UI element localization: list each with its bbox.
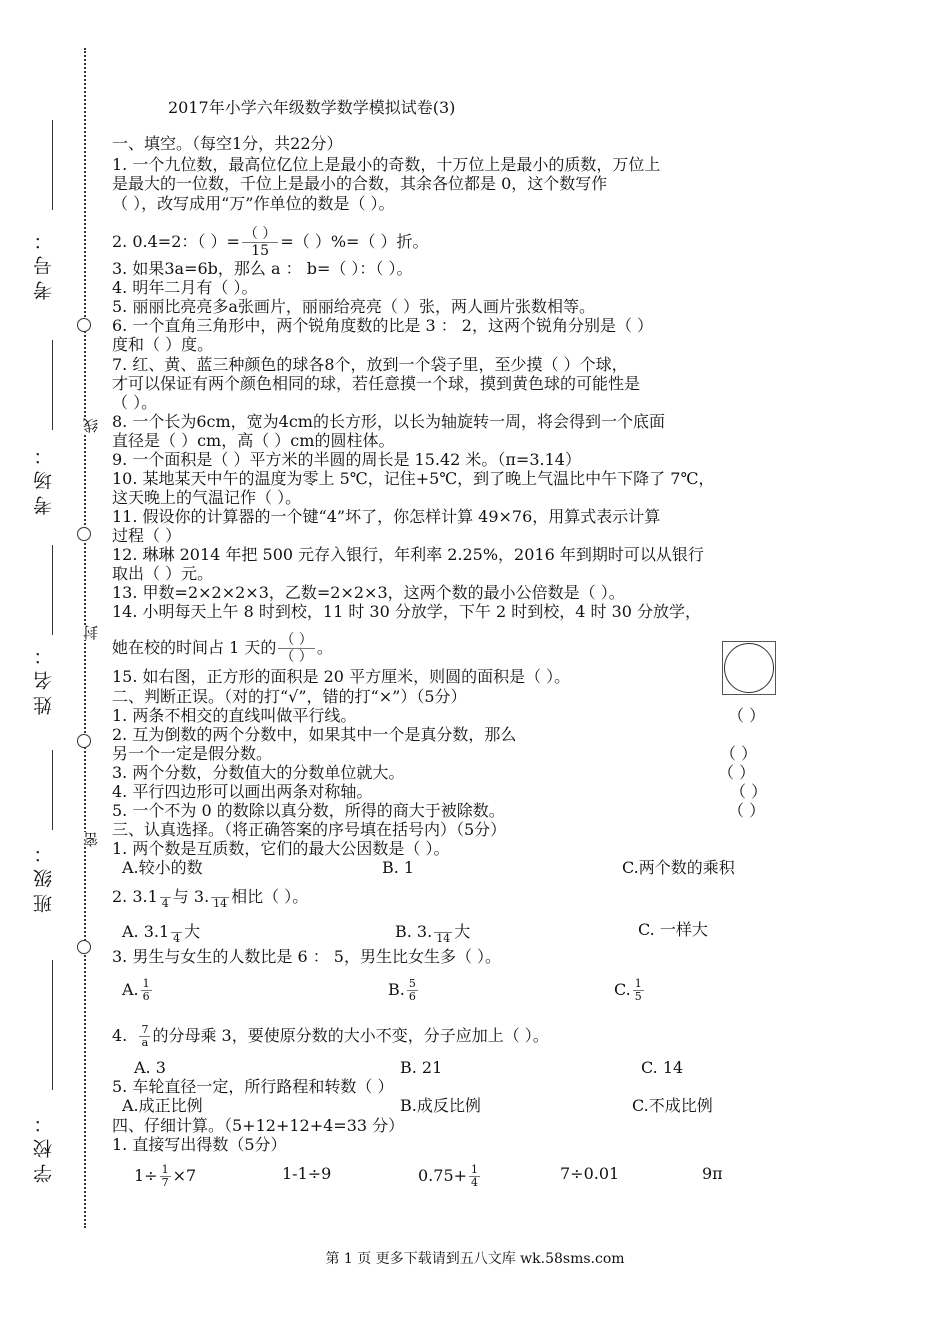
q14-line2 (112, 632, 333, 665)
judge-item-5: 5. 一个不为 0 的数除以真分数，所得的商大于被除数。 (112, 801, 505, 820)
q2-part1: 2. 0.4=2：（ ）= (112, 232, 240, 251)
section1-heading: 一、填空。（每空1分，共22分） (112, 134, 343, 153)
frac-numerator: 1 (161, 1163, 169, 1176)
margin-underline (52, 750, 53, 830)
q12-line2: 取出（ ）元。 (112, 564, 214, 583)
margin-label-class: 班级： (33, 838, 55, 913)
judge-item-2a: 2. 互为倒数的两个分数中，如果其中一个是真分数，那么 (112, 725, 517, 744)
frac-denominator: 14 (213, 897, 228, 910)
frac-numerator: 1 (634, 977, 642, 990)
frac-numerator: （ ） (243, 226, 277, 242)
frac-denominator: 4 (173, 932, 181, 945)
margin-label-exam-number: 考号： (33, 225, 55, 300)
choice-q5: 5. 车轮直径一定，所行路程和转数（ ） (112, 1077, 394, 1096)
choice-q2-opt-c: C. 一样大 (638, 920, 708, 939)
calc-3-fraction (469, 1164, 480, 1189)
q10-line1: 10. 某地某天中午的温度为零上 5℃，记住+5℃，到了晚上气温比中午下降了 7℃， (112, 469, 715, 488)
q11-line1: 11. 假设你的计算器的一个键“4”坏了，你怎样计算 49×76，用算式表示计算 (112, 507, 661, 526)
q4-fraction (139, 1024, 150, 1049)
choice-q1-opt-a: A.较小的数 (122, 858, 203, 877)
opt-a-fraction (141, 978, 152, 1003)
opt-a-fraction (171, 920, 182, 945)
judge-paren-4: （ ） (730, 782, 768, 801)
section4-sub1: 1. 直接写出得数（5分） (112, 1135, 287, 1154)
judge-paren-5: （ ） (728, 801, 766, 820)
page-footer: 第 1 页 更多下载请到五八文库 wk.58sms.com (325, 1251, 625, 1267)
q2-fraction-2 (211, 885, 229, 910)
q6-line2: 度和（ ）度。 (112, 335, 214, 354)
choice-q2-opt-b (395, 920, 470, 945)
q12-line1: 12. 琳琳 2014 年把 500 元存入银行，年利率 2.25%，2016 年到期时可以从银行 (112, 545, 704, 564)
frac-denominator: a (141, 1036, 149, 1049)
choice-q1-opt-c: C.两个数的乘积 (622, 858, 735, 877)
section3-heading: 三、认真选择。（将正确答案的序号填在括号内）（5分） (112, 820, 507, 839)
frac-denominator: 5 (634, 990, 642, 1003)
q4-line: 4. 明年二月有（ ）。 (112, 278, 258, 297)
q2-fraction-1 (160, 885, 171, 910)
opt-a-label: A. (122, 980, 139, 999)
choice-q3-opt-a (122, 978, 154, 1003)
frac-numerator: 7 (141, 1023, 149, 1036)
choice-q2 (112, 885, 308, 910)
inscribed-circle (724, 643, 774, 693)
q5-line: 5. 丽丽比亮亮多a张画片，丽丽给亮亮（ ）张，两人画片张数相等。 (112, 297, 595, 316)
frac-denominator: 6 (142, 990, 150, 1003)
calc-3-pre: 0.75+ (418, 1166, 468, 1185)
margin-underline (52, 960, 53, 1090)
frac-numerator: （ ） (280, 632, 313, 648)
binding-circle (77, 940, 91, 954)
judge-paren-3: （ ） (718, 763, 756, 782)
seal-word-feng: 封 (82, 625, 100, 640)
calc-1-pre: 1÷ (134, 1166, 158, 1185)
choice-q4 (112, 1024, 549, 1049)
q4-text: 的分母乘 3，要使原分数的大小不变，分子应加上（ ）。 (152, 1026, 549, 1045)
margin-underline (52, 545, 53, 635)
q14-end: 。 (316, 638, 333, 657)
q7-line1: 7. 红、黄、蓝三种颜色的球各8个，放到一个袋子里，至少摸（ ）个球， (112, 355, 628, 374)
margin-label-exam-room: 考场： (33, 440, 55, 515)
q2-line (112, 226, 429, 259)
opt-b-label: B. (388, 980, 405, 999)
calc-1-fraction (160, 1164, 171, 1189)
q2-text-pre: 2. 3.1 (112, 887, 158, 906)
q15-line: 15. 如右图，正方形的面积是 20 平方厘米，则圆的面积是（ ）。 (112, 667, 571, 686)
frac-denominator: 4 (161, 897, 169, 910)
exam-title: 2017年小学六年级数学数学模拟试卷(3) (168, 98, 456, 117)
calc-item-1 (134, 1164, 196, 1189)
q1-line1: 1. 一个九位数，最高位亿位上是最小的奇数，十万位上是最小的质数，万位上 (112, 155, 661, 174)
frac-denominator: 4 (471, 1176, 479, 1189)
margin-label-name: 姓名： (33, 640, 55, 715)
calc-item-4: 7÷0.01 (560, 1164, 620, 1183)
calc-item-3 (418, 1164, 482, 1189)
opt-a-suffix: 大 (184, 922, 201, 941)
q2-part2: =（ ）%=（ ）折。 (280, 232, 429, 251)
choice-q4-opt-b: B. 21 (400, 1058, 443, 1077)
q7-line2: 才可以保证有两个颜色相同的球，若任意摸一个球，摸到黄色球的可能性是 (112, 374, 641, 393)
q13-line: 13. 甲数=2×2×2×3，乙数=2×2×3，这两个数的最小公倍数是（ ）。 (112, 583, 625, 602)
q9-line: 9. 一个面积是（ ）平方米的半圆的周长是 15.42 米。（π=3.14） (112, 450, 581, 469)
frac-numerator: 1 (471, 1163, 479, 1176)
calc-1-post: ×7 (172, 1166, 197, 1185)
section2-heading: 二、判断正误。（对的打“√”，错的打“×”）（5分） (112, 687, 467, 706)
choice-q5-opt-c: C.不成比例 (632, 1096, 713, 1115)
frac-denominator: 7 (161, 1176, 169, 1189)
square-circle-figure (722, 641, 776, 695)
choice-q5-opt-a: A.成正比例 (122, 1096, 203, 1115)
judge-item-2b: 另一个一定是假分数。 (112, 744, 273, 763)
q4-number: 4. (112, 1026, 128, 1045)
opt-c-fraction (633, 978, 644, 1003)
calc-item-5: 9π (702, 1164, 723, 1183)
judge-item-1: 1. 两条不相交的直线叫做平行线。 (112, 706, 357, 725)
opt-b-suffix: 大 (454, 922, 471, 941)
binding-circle (77, 318, 91, 332)
judge-item-4: 4. 平行四边形可以画出两条对称轴。 (112, 782, 373, 801)
seal-word-mi: 密 (82, 832, 100, 847)
judge-paren-1: （ ） (728, 706, 766, 725)
q14-text: 她在校的时间占 1 天的 (112, 638, 277, 657)
calc-item-2: 1-1÷9 (282, 1164, 332, 1183)
frac-denominator: 6 (408, 990, 416, 1003)
choice-q4-opt-a: A. 3 (134, 1058, 166, 1077)
q6-line1: 6. 一个直角三角形中，两个锐角度数的比是 3 ： 2，这两个锐角分别是（ ） (112, 316, 654, 335)
frac-denominator: 15 (251, 243, 270, 259)
opt-b-fraction (407, 978, 418, 1003)
frac-denominator: 14 (436, 932, 451, 945)
choice-q4-opt-c: C. 14 (641, 1058, 684, 1077)
q1-line2: 是最大的一位数，千位上是最小的合数，其余各位都是 0，这个数写作 (112, 174, 608, 193)
margin-underline (52, 340, 53, 430)
q14-line1: 14. 小明每天上午 8 时到校，11 时 30 分放学，下午 2 时到校，4 时 30 分放学， (112, 602, 702, 621)
frac-numerator: 5 (408, 977, 416, 990)
q7-line3: （ ）。 (112, 393, 158, 412)
q11-line2: 过程（ ） (112, 526, 182, 545)
choice-q3-opt-b (388, 978, 420, 1003)
choice-q1-opt-b: B. 1 (382, 858, 415, 877)
section4-heading: 四、仔细计算。（5+12+12+4=33 分） (112, 1116, 405, 1135)
opt-b-text: B. 3. (395, 922, 433, 941)
margin-underline (52, 120, 53, 210)
choice-q2-opt-a (122, 920, 200, 945)
judge-item-3: 3. 两个分数，分数值大的分数单位就大。 (112, 763, 405, 782)
q2-text-post: 相比（ ）。 (231, 887, 309, 906)
opt-a-text: A. 3.1 (122, 922, 170, 941)
q2-fraction (242, 226, 278, 259)
binding-circle (77, 527, 91, 541)
q14-fraction (278, 632, 314, 665)
q2-text-mid: 与 3. (172, 887, 210, 906)
q8-line2: 直径是（ ）cm，高（ ）cm的圆柱体。 (112, 431, 395, 450)
seal-word-xian: 线 (82, 418, 100, 433)
q3-line: 3. 如果3a=6b，那么 a ： b=（ ）：（ ）。 (112, 259, 413, 278)
opt-c-label: C. (614, 980, 631, 999)
choice-q5-opt-b: B.成反比例 (400, 1096, 481, 1115)
choice-q1: 1. 两个数是互质数，它们的最大公因数是（ ）。 (112, 839, 450, 858)
frac-numerator: 1 (142, 977, 150, 990)
binding-circle (77, 734, 91, 748)
judge-paren-2: （ ） (720, 744, 758, 763)
q8-line1: 8. 一个长为6cm，宽为4cm的长方形，以长为轴旋转一周，将会得到一个底面 (112, 412, 665, 431)
frac-denominator: （ ） (280, 649, 313, 665)
q10-line2: 这天晚上的气温记作（ ）。 (112, 488, 302, 507)
choice-q3: 3. 男生与女生的人数比是 6 ： 5，男生比女生多（ ）。 (112, 947, 502, 966)
q1-line3: （ ），改写成用“万”作单位的数是（ ）。 (112, 194, 395, 213)
opt-b-fraction (434, 920, 452, 945)
choice-q3-opt-c (614, 978, 646, 1003)
margin-label-school: 学校： (33, 1108, 55, 1183)
